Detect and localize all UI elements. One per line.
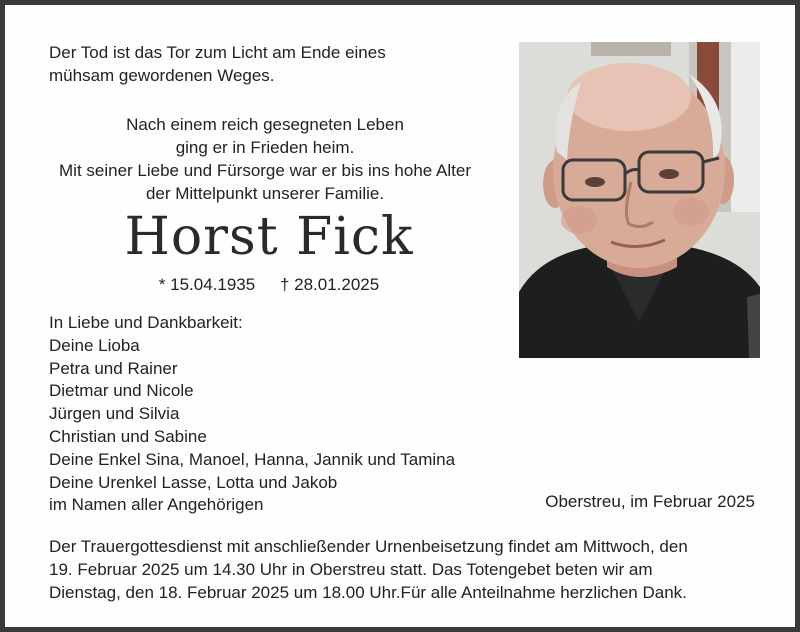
service-notice bbox=[49, 535, 688, 604]
motto-text bbox=[49, 41, 386, 87]
intro-text bbox=[5, 113, 525, 205]
mourner-entry: im Namen aller Angehörigen bbox=[49, 495, 264, 515]
deceased-name: Horst Fick bbox=[124, 207, 414, 267]
service-line: 19. Februar 2025 um 14.30 Uhr in Oberstreu statt. Das Totengebet beten wir am bbox=[49, 560, 653, 579]
mourner-entry: Jürgen und Silvia bbox=[49, 404, 180, 424]
mourner-entry: Deine Enkel Sina, Manoel, Hanna, Jannik und Tamina bbox=[49, 449, 456, 469]
life-dates bbox=[5, 273, 533, 296]
place-date: Oberstreu, im Februar 2025 bbox=[545, 492, 755, 511]
mourner-entry: Deine Lioba bbox=[49, 335, 140, 355]
mourner-entry: Christian und Sabine bbox=[49, 426, 207, 446]
intro-line: der Mittelpunkt unserer Familie. bbox=[145, 184, 385, 203]
death-date: † 28.01.2025 bbox=[279, 275, 380, 294]
intro-line: ging er in Frieden heim. bbox=[175, 138, 355, 157]
motto-line: Der Tod ist das Tor zum Licht am Ende eines bbox=[49, 43, 386, 62]
mourners-heading: In Liebe und Dankbarkeit: bbox=[49, 313, 243, 332]
mourner-entry: Petra und Rainer bbox=[49, 358, 178, 378]
portrait-photo bbox=[519, 42, 760, 358]
service-line: Dienstag, den 18. Februar 2025 um 18.00 Uhr.Für alle Anteilnahme herzlichen Dank. bbox=[49, 583, 687, 602]
intro-line: Nach einem reich gesegneten Leben bbox=[126, 115, 404, 134]
mourners-list bbox=[49, 312, 455, 517]
mourner-entry: Dietmar und Nicole bbox=[49, 381, 194, 401]
mourner-entry: Deine Urenkel Lasse, Lotta und Jakob bbox=[49, 472, 338, 492]
portrait-illustration bbox=[519, 42, 760, 358]
service-line: Der Trauergottesdienst mit anschließender Urnenbeisetzung findet am Mittwoch, den bbox=[49, 537, 688, 556]
motto-line: mühsam gewordenen Weges. bbox=[49, 66, 275, 85]
intro-line: Mit seiner Liebe und Fürsorge war er bis ins hohe Alter bbox=[59, 161, 471, 180]
birth-date: * 15.04.1935 bbox=[158, 275, 256, 294]
